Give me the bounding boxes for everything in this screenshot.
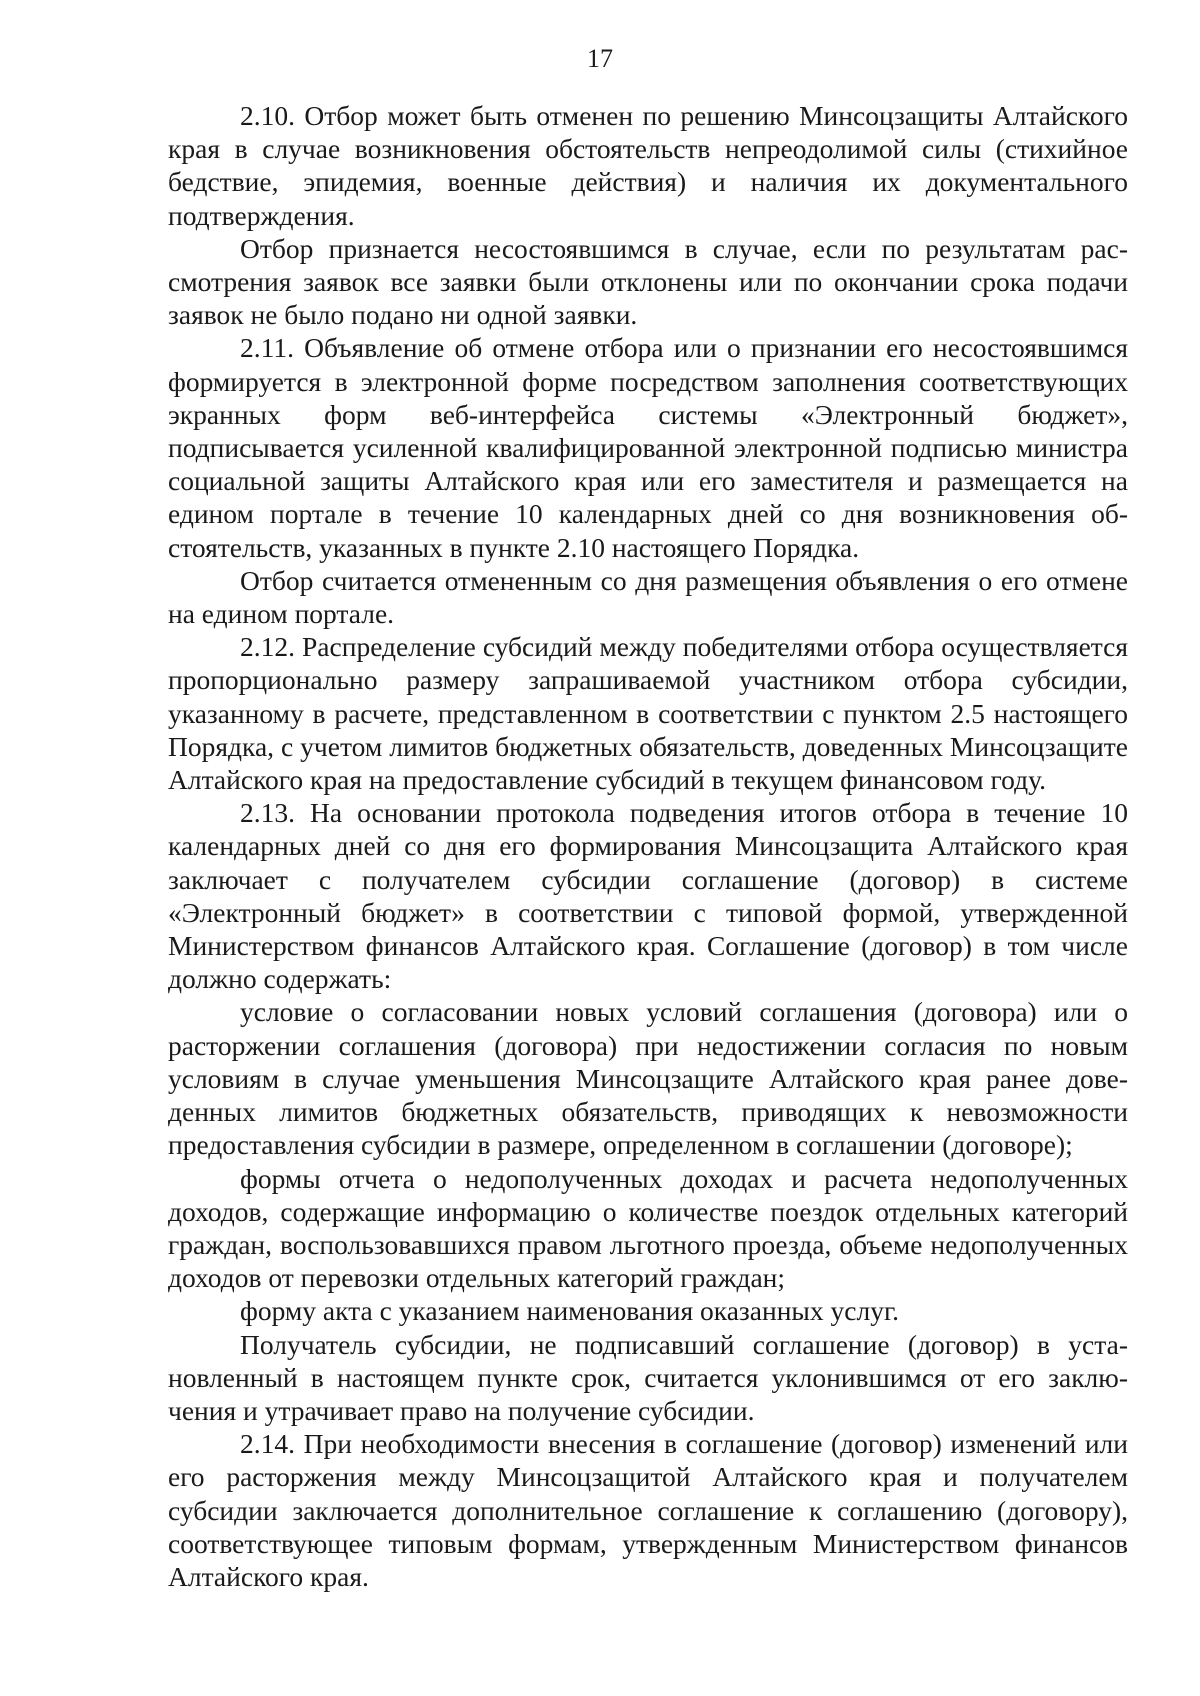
paragraph-selection-failed: Отбор признается несостоявшимся в случае, если по результатам рассмотрения заявок все заявки были отклонены или по окончании срока подачи заявок не было подано ни одной заявки. bbox=[168, 232, 1128, 331]
paragraph-act-form: форму акта с указанием наименования оказанных услуг. bbox=[240, 1295, 900, 1327]
page-number: 17 bbox=[587, 44, 613, 73]
paragraph-report-forms: формы отчета о недополученных доходах и расчета недополученных доходов, содержащие информацию о количестве поездок отдельных категорий граждан, воспользовавшихся правом льготного проезда, объеме недополученных доходов от перевозки отдельных категорий граждан; bbox=[168, 1162, 1128, 1294]
paragraph-2-11: 2.11. Объявление об отмене отбора или о признании его несостоявшимся формируется в электронной форме посредством заполнения соответствующих экранных форм веб-интерфейса системы «Электронный бюджет», подписывается усиленной квалифицированной электронной подписью министра социальной защиты Алтайского края или его заместителя и размещается на едином портале в течение 10 календарных дней со дня возникновения обстоятельств, указанных в пункте 2.10 настоящего Порядка. bbox=[168, 332, 1128, 563]
paragraph-selection-cancelled: Отбор считается отмененным со дня размещения объявления о его отмене на едином портале. bbox=[168, 564, 1128, 630]
document-body bbox=[168, 99, 1128, 1593]
paragraph-2-12: 2.12. Распределение субсидий между победителями отбора осуществляется пропорционально размеру запрашиваемой участником отбора субсидии, указанному в расчете, представленном в соответствии с пунктом 2.5 настоящего Порядка, с учетом лимитов бюджетных обязательств, доведенных Минсоцзащите Алтайского края на предоставление субсидий в текущем финансовом году. bbox=[168, 631, 1128, 796]
paragraph-2-10: 2.10. Отбор может быть отменен по решению Минсоцзащиты Алтайского края в случае возникновения обстоятельств непреодолимой силы (стихийное бедствие, эпидемия, военные действия) и наличия их документального подтверждения. bbox=[168, 100, 1128, 231]
paragraph-condition-agreement: условие о согласовании новых условий соглашения (договора) или о расторжении соглашения (договора) при недостижении согласия по новым условиям в случае уменьшения Минсоцзащите Алтайского края ранее доведенных лимитов бюджетных обязательств, приводящих к невозможности предоставления субсидии в размере, определенном в соглашении (договоре); bbox=[168, 996, 1128, 1161]
paragraph-2-14: 2.14. При необходимости внесения в соглашение (договор) изменений или его расторжения между Минсоцзащитой Алтайского края и получателем субсидии заключается дополнительное соглашение к соглашению (договору), соответствующее типовым формам, утвержденным Министерством финансов Алтайского края. bbox=[168, 1428, 1128, 1592]
paragraph-2-13: 2.13. На основании протокола подведения итогов отбора в течение 10 календарных дней со дня его формирования Минсоцзащита Алтайского края заключает с получателем субсидии соглашение (договор) в системе «Электронный бюджет» в соответствии с типовой формой, утвержденной Министерством финансов Алтайского края. Соглашение (договор) в том числе должно содержать: bbox=[168, 797, 1128, 995]
paragraph-recipient-not-signed: Получатель субсидии, не подписавший соглашение (договор) в установленный в настоящем пункте срок, считается уклонившимся от его заключения и утрачивает право на получение субсидии. bbox=[168, 1328, 1128, 1426]
